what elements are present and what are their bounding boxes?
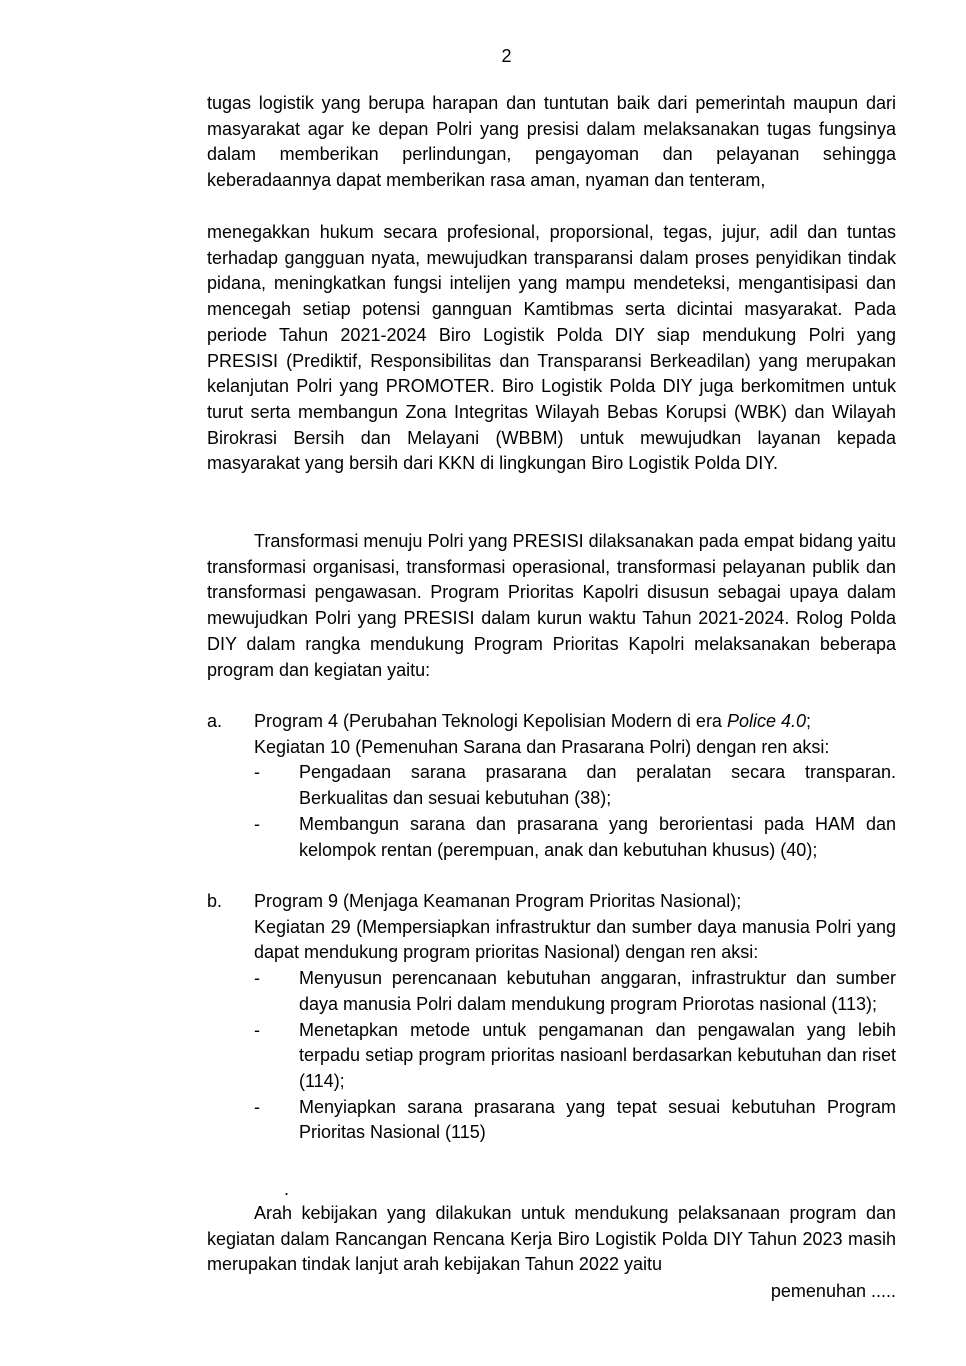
action-115: [254, 1095, 896, 1146]
list-item-a-body: [254, 709, 896, 863]
program-9-line: Program 9 (Menjaga Keamanan Program Prioritas Nasional);: [254, 891, 742, 911]
action-114: [254, 1018, 896, 1095]
paragraph-2: menegakkan hukum secara profesional, proporsional, tegas, jujur, adil dan tuntas terhadap gangguan nyata, mewujudkan transparansi dalam proses penyidikan tindak pidana, meningkatkan fungsi intelijen yang mampu mendeteksi, mengantisipasi dan mencegah setiap potensi gannguan Kamtibmas serta dicintai masyarakat. Pada periode Tahun 2021-2024 Biro Logistik Polda DIY siap mendukung Polri yang PRESISI (Prediktif, Responsibilitas dan Transparansi Berkeadilan) yang merupakan kelanjutan Polri yang PROMOTER. Biro Logistik Polda DIY juga berkomitmen untuk turut serta membangun Zona Integritas Wilayah Bebas Korupsi (WBK) dan Wilayah Birokrasi Bersih dan Melayani (WBBM) untuk mewujudkan layanan kepada masyarakat yang bersih dari KKN di lingkungan Biro Logistik Polda DIY.: [207, 222, 896, 474]
dash-bullet: -: [254, 813, 260, 834]
page-number: 2: [501, 46, 512, 66]
action-text: Menetapkan metode untuk pengamanan dan pengawalan yang lebih terpadu setiap program prioritas nasioanl berdasarkan kebutuhan dan riset (114);: [299, 1019, 896, 1091]
action-text: Menyiapkan sarana prasarana yang tepat sesuai kebutuhan Program Prioritas Nasional (115): [299, 1096, 896, 1143]
page-continuation: pemenuhan .....: [770, 1281, 896, 1301]
paragraph-3: Transformasi menuju Polri yang PRESISI dilaksanakan pada empat bidang yaitu transformasi organisasi, transformasi operasional, transformasi pelayanan publik dan transformasi pengawasan. Program Prioritas Kapolri disusun sebagai upaya dalam mewujudkan Polri yang PRESISI dalam kurun waktu Tahun 2021-2024. Rolog Polda DIY dalam rangka mendukung Program Prioritas Kapolri melaksanakan beberapa program dan kegiatan yaitu:: [207, 531, 896, 680]
program-4-text: Program 4 (Perubahan Teknologi Kepolisian Modern di era: [254, 711, 727, 731]
dash-bullet: -: [254, 762, 260, 783]
list-item-b-body: [254, 889, 896, 1146]
action-text: Membangun sarana dan prasarana yang berorientasi pada HAM dan kelompok rentan (perempuan, anak dan kebutuhan khusus) (40);: [299, 813, 896, 860]
action-text: Pengadaan sarana prasarana dan peralatan secara transparan. Berkualitas dan sesuai kebutuhan (38);: [299, 762, 896, 809]
paragraph-1: tugas logistik yang berupa harapan dan tuntutan baik dari pemerintah maupun dari masyarakat agar ke depan Polri yang presisi dalam melaksanakan tugas fungsinya dalam memberikan perlindungan, pengayoman dan pelayanan sehingga keberadaannya dapat memberikan rasa aman, nyaman dan tenteram,: [207, 93, 896, 191]
program-4-line: [254, 709, 896, 735]
action-40: [254, 812, 896, 863]
list-item-a: [207, 709, 896, 863]
program-4-italic: Police 4.0: [726, 711, 807, 731]
list-item-b: [207, 889, 896, 1146]
program-4-suffix: ;: [806, 711, 812, 731]
kegiatan-10-line: Kegiatan 10 (Pemenuhan Sarana dan Prasarana Polri) dengan ren aksi:: [254, 736, 830, 757]
action-113: [254, 966, 896, 1017]
action-text: Menyusun perencanaan kebutuhan anggaran, infrastruktur dan sumber daya manusia Polri dalam mendukung program Priorotas nasional (113);: [299, 968, 896, 1014]
kegiatan-29-line: Kegiatan 29 (Mempersiapkan infrastruktur dan sumber daya manusia Polri yang dapat mendukung program prioritas Nasional) dengan ren aksi:: [254, 916, 896, 963]
paragraph-4: Arah kebijakan yang dilakukan untuk mendukung pelaksanaan program dan kegiatan dalam Rancangan Rencana Kerja Biro Logistik Polda DIY Tahun 2023 masih merupakan tindak lanjut arah kebijakan Tahun 2022 yaitu: [207, 1203, 896, 1275]
action-38: [254, 760, 896, 811]
dash-bullet: -: [254, 1019, 260, 1040]
list-marker-a: a.: [207, 711, 223, 731]
dash-bullet: -: [254, 1096, 260, 1117]
list-marker-b: b.: [207, 891, 223, 911]
dash-bullet: -: [254, 968, 260, 989]
stray-dot: .: [284, 1179, 290, 1199]
